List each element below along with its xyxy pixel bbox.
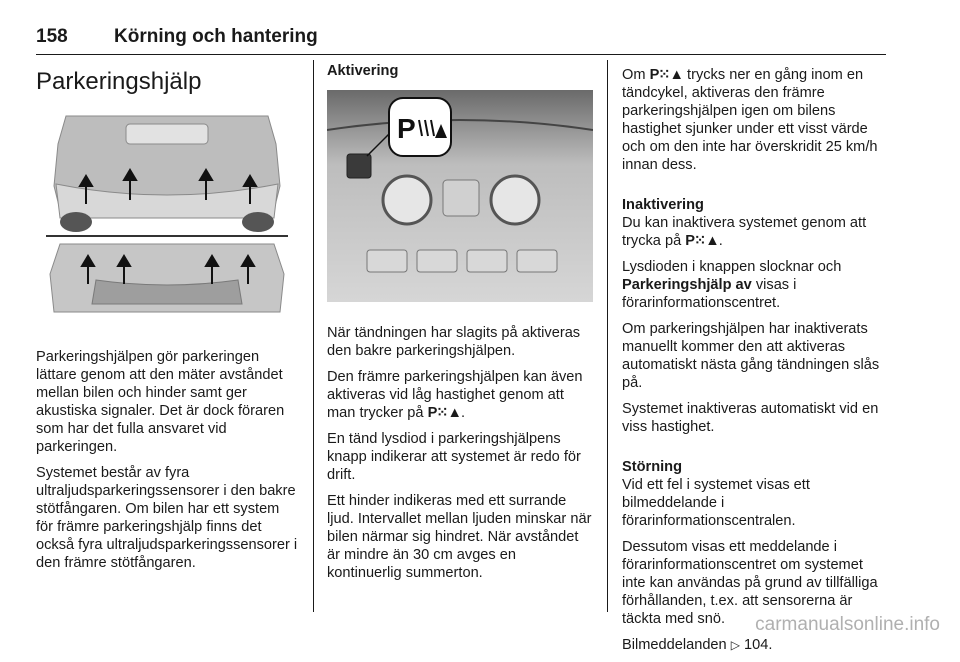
bumper-sensors-figure (36, 114, 298, 326)
subhead-fault: Störning (622, 459, 682, 475)
col3-para-1: Om P⁙▲ trycks ner en gång inom en tändcykel, aktiveras den främre parkeringshjälpen igen om bilens hastighet sjunker under ett visst värde och om den inte har överskridit 25 km/h innan dess. (622, 67, 878, 173)
column-2 (327, 62, 593, 590)
page-number: 158 (36, 26, 68, 47)
col3-para-3: Lysdioden i knappen slocknar och Parkeringshjälp av visas i förarinformationscentret. (622, 259, 842, 311)
section-title: Parkeringshjälp (36, 68, 202, 95)
running-title: Körning och hantering (114, 26, 318, 47)
col3-para-2: Du kan inaktivera systemet genom att trycka på P⁙▲. (622, 215, 867, 249)
parking-off-term: Parkeringshjälp av (622, 277, 752, 293)
parking-button-icon: P⁙▲ (649, 67, 683, 83)
col3-para-8: Bilmeddelanden ▷ 104. (622, 637, 773, 653)
col3-para-4: Om parkeringshjälpen har inaktiverats manuellt kommer den att aktiveras automatiskt nästa gång tändningen slås på. (622, 321, 880, 391)
parking-button-icon: P⁙▲ (685, 233, 719, 249)
parking-button-icon: P⁙▲ (427, 405, 461, 421)
col2-para-1: När tändningen har slagits på aktiveras den bakre parkeringshjälpen. (327, 325, 581, 359)
column-divider-1 (313, 60, 314, 612)
crossref-arrow-icon: ▷ (730, 638, 740, 652)
col2-para-2: Den främre parkeringshjälpen kan även aktiveras vid låg hastighet genom att man trycker på P⁙▲. (327, 369, 583, 421)
col3-para-7: Dessutom visas ett meddelande i förarinformationscentret om systemet inte kan användas på grund av tillfälliga förhållanden, t.ex. att sensorerna är täckta med snö. (622, 539, 878, 627)
col1-para-2: Systemet består av fyra ultraljudsparkeringssensorer i den bakre stötfångaren. Om bilen har ett system för främre parkeringshjälp finns det också fyra ultraljudsparkeringssensorer i den främre stötfångaren. (36, 465, 298, 571)
subhead-inactivation: Inaktivering (622, 197, 704, 213)
watermark: carmanualsonline.info (755, 614, 940, 635)
col2-para-3: En tänd lysdiod i parkeringshjälpens knapp indikerar att systemet är redo för drift. (327, 431, 581, 483)
crossref-link[interactable]: 104. (744, 637, 773, 653)
page-header (36, 14, 886, 55)
column-3 (622, 62, 886, 662)
col1-para-1: Parkeringshjälpen gör parkeringen lättare genom att den mäter avståndet mellan bilen och hinder samt ger akustiska signaler. Det är dock föraren som har det fulla ansvaret vid parkeringen. (36, 349, 285, 455)
column-divider-2 (607, 60, 608, 612)
console-button-figure (327, 90, 593, 302)
figure-p-button-label: P (397, 113, 416, 144)
col3-para-5: Systemet inaktiveras automatiskt vid en viss hastighet. (622, 401, 879, 435)
col2-para-4: Ett hinder indikeras med ett surrande ljud. Intervallet mellan ljuden minskar när bilen närmar sig hindret. När avståndet är mindre än 30 cm avges en kontinuerlig summerton. (327, 493, 592, 581)
column-1 (36, 62, 298, 580)
subhead-activation: Aktivering (327, 63, 399, 79)
col3-para-6: Vid ett fel i systemet visas ett bilmeddelande i förarinformationscentralen. (622, 477, 810, 529)
